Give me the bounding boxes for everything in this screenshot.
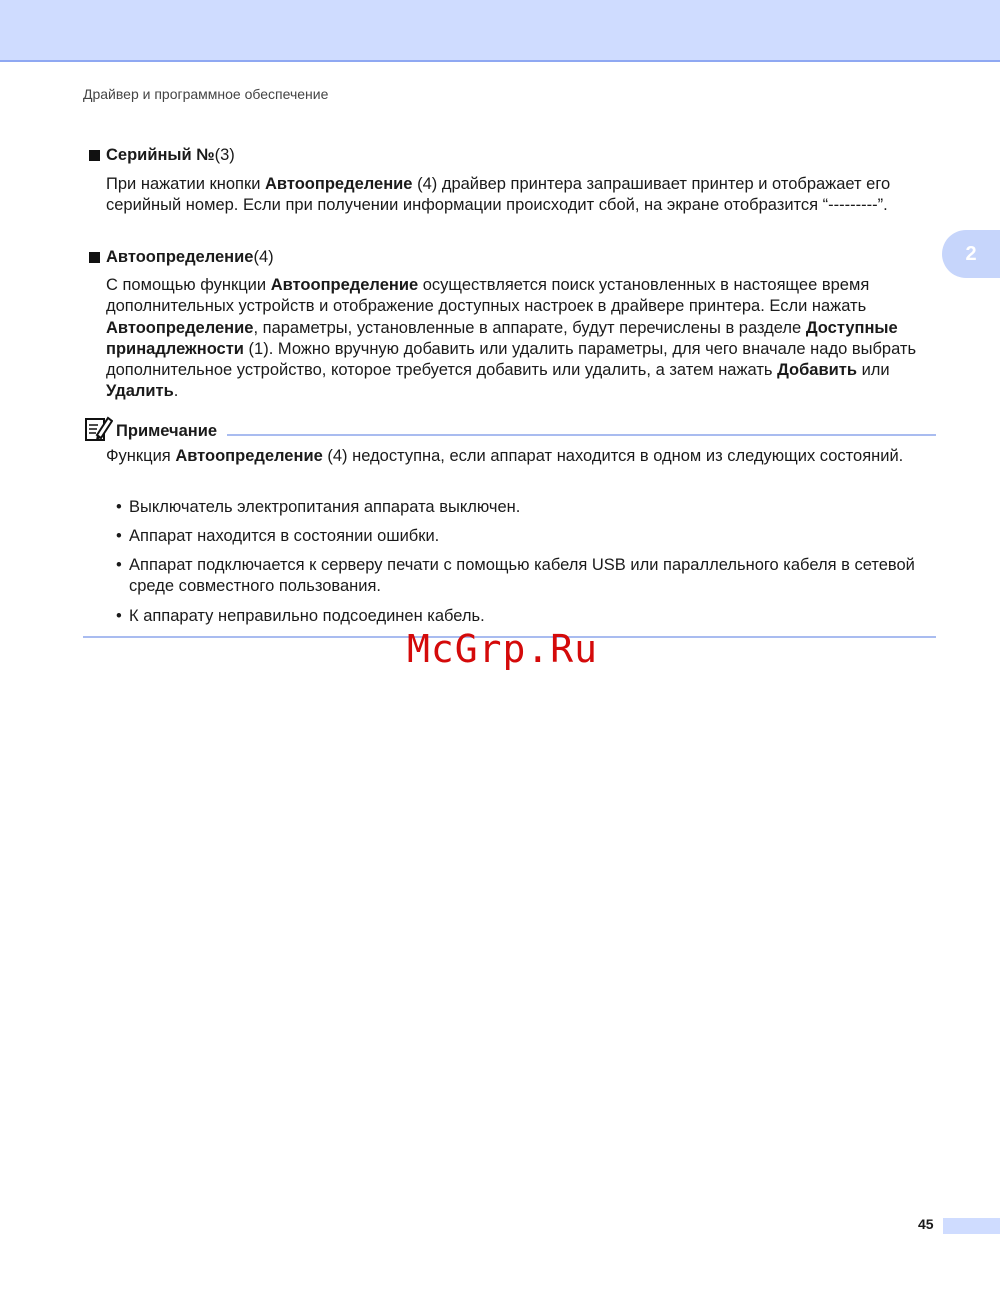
bold-term: Добавить xyxy=(777,361,857,380)
pencil-note-icon xyxy=(83,414,113,442)
serial-number-title: Серийный № xyxy=(106,146,215,164)
text-run: или xyxy=(857,361,890,380)
bold-term: Автоопределение xyxy=(175,447,323,465)
bullet-dot: • xyxy=(116,556,122,574)
auto-detect-heading xyxy=(89,246,274,268)
text-run: (4) драйвер принтера запрашивает принтер и отображает его серийный номер. Если при получении информации происходит сбой, на экране отобразится “---------”. xyxy=(106,175,891,215)
running-header: Драйвер и программное обеспечение xyxy=(83,86,329,102)
page-tab xyxy=(943,1218,1000,1234)
list-item xyxy=(116,497,936,518)
bold-term: Доступные принадлежности xyxy=(106,318,898,358)
text-run: С помощью функции xyxy=(106,276,271,294)
bold-term: Автоопределение xyxy=(265,175,413,193)
bold-term: Автоопределение xyxy=(270,276,419,294)
auto-detect-ref: (4) xyxy=(253,248,274,266)
text-run: осуществляется поиск установленных в настоящее время дополнительных устройств и отображение доступных настроек в драйвере принтера. Если нажать xyxy=(106,276,870,316)
list-item-text: Аппарат находится в состоянии ошибки. xyxy=(129,527,440,545)
text-run: (4) недоступна, если аппарат находится в одном из следующих состояний. xyxy=(322,447,904,465)
top-header-band xyxy=(0,0,1000,62)
serial-number-heading xyxy=(89,144,235,166)
text-run: . xyxy=(173,382,179,401)
note-top-rule xyxy=(227,434,936,436)
list-item-text: Выключатель электропитания аппарата выключен. xyxy=(129,498,521,516)
text-run: Функция xyxy=(106,447,176,465)
auto-detect-description xyxy=(106,275,946,403)
watermark: McGrp.Ru xyxy=(407,627,599,671)
list-item xyxy=(116,606,936,627)
bullet-dot: • xyxy=(116,607,122,625)
text-run: При нажатии кнопки xyxy=(106,175,266,193)
serial-number-description xyxy=(106,174,946,217)
square-bullet-icon xyxy=(89,150,100,161)
bold-term: Удалить xyxy=(106,382,174,401)
text-run: (1). Можно вручную добавить или удалить параметры, для чего вначале надо выбрать дополнительное устройство, которое требуется добавить или удалить, а затем нажать xyxy=(106,339,917,380)
list-item xyxy=(116,526,936,547)
list-item-text: К аппарату неправильно подсоединен кабель. xyxy=(129,607,485,625)
serial-number-ref: (3) xyxy=(214,146,235,164)
bold-term: Автоопределение xyxy=(106,318,254,337)
page-number: 45 xyxy=(918,1216,934,1232)
auto-detect-title: Автоопределение xyxy=(106,248,254,266)
list-item-text: Аппарат подключается к серверу печати с помощью кабеля USB или параллельного кабеля в сетевой среде совместного пользования. xyxy=(129,556,915,596)
note-title: Примечание xyxy=(116,422,218,440)
bullet-dot: • xyxy=(116,527,122,545)
chapter-tab: 2 xyxy=(942,230,1000,278)
bullet-dot: • xyxy=(116,498,122,516)
list-item xyxy=(116,555,936,598)
text-run: , параметры, установленные в аппарате, будут перечислены в разделе xyxy=(253,318,806,337)
square-bullet-icon xyxy=(89,252,100,263)
note-description xyxy=(106,446,946,467)
note-header xyxy=(83,416,936,442)
